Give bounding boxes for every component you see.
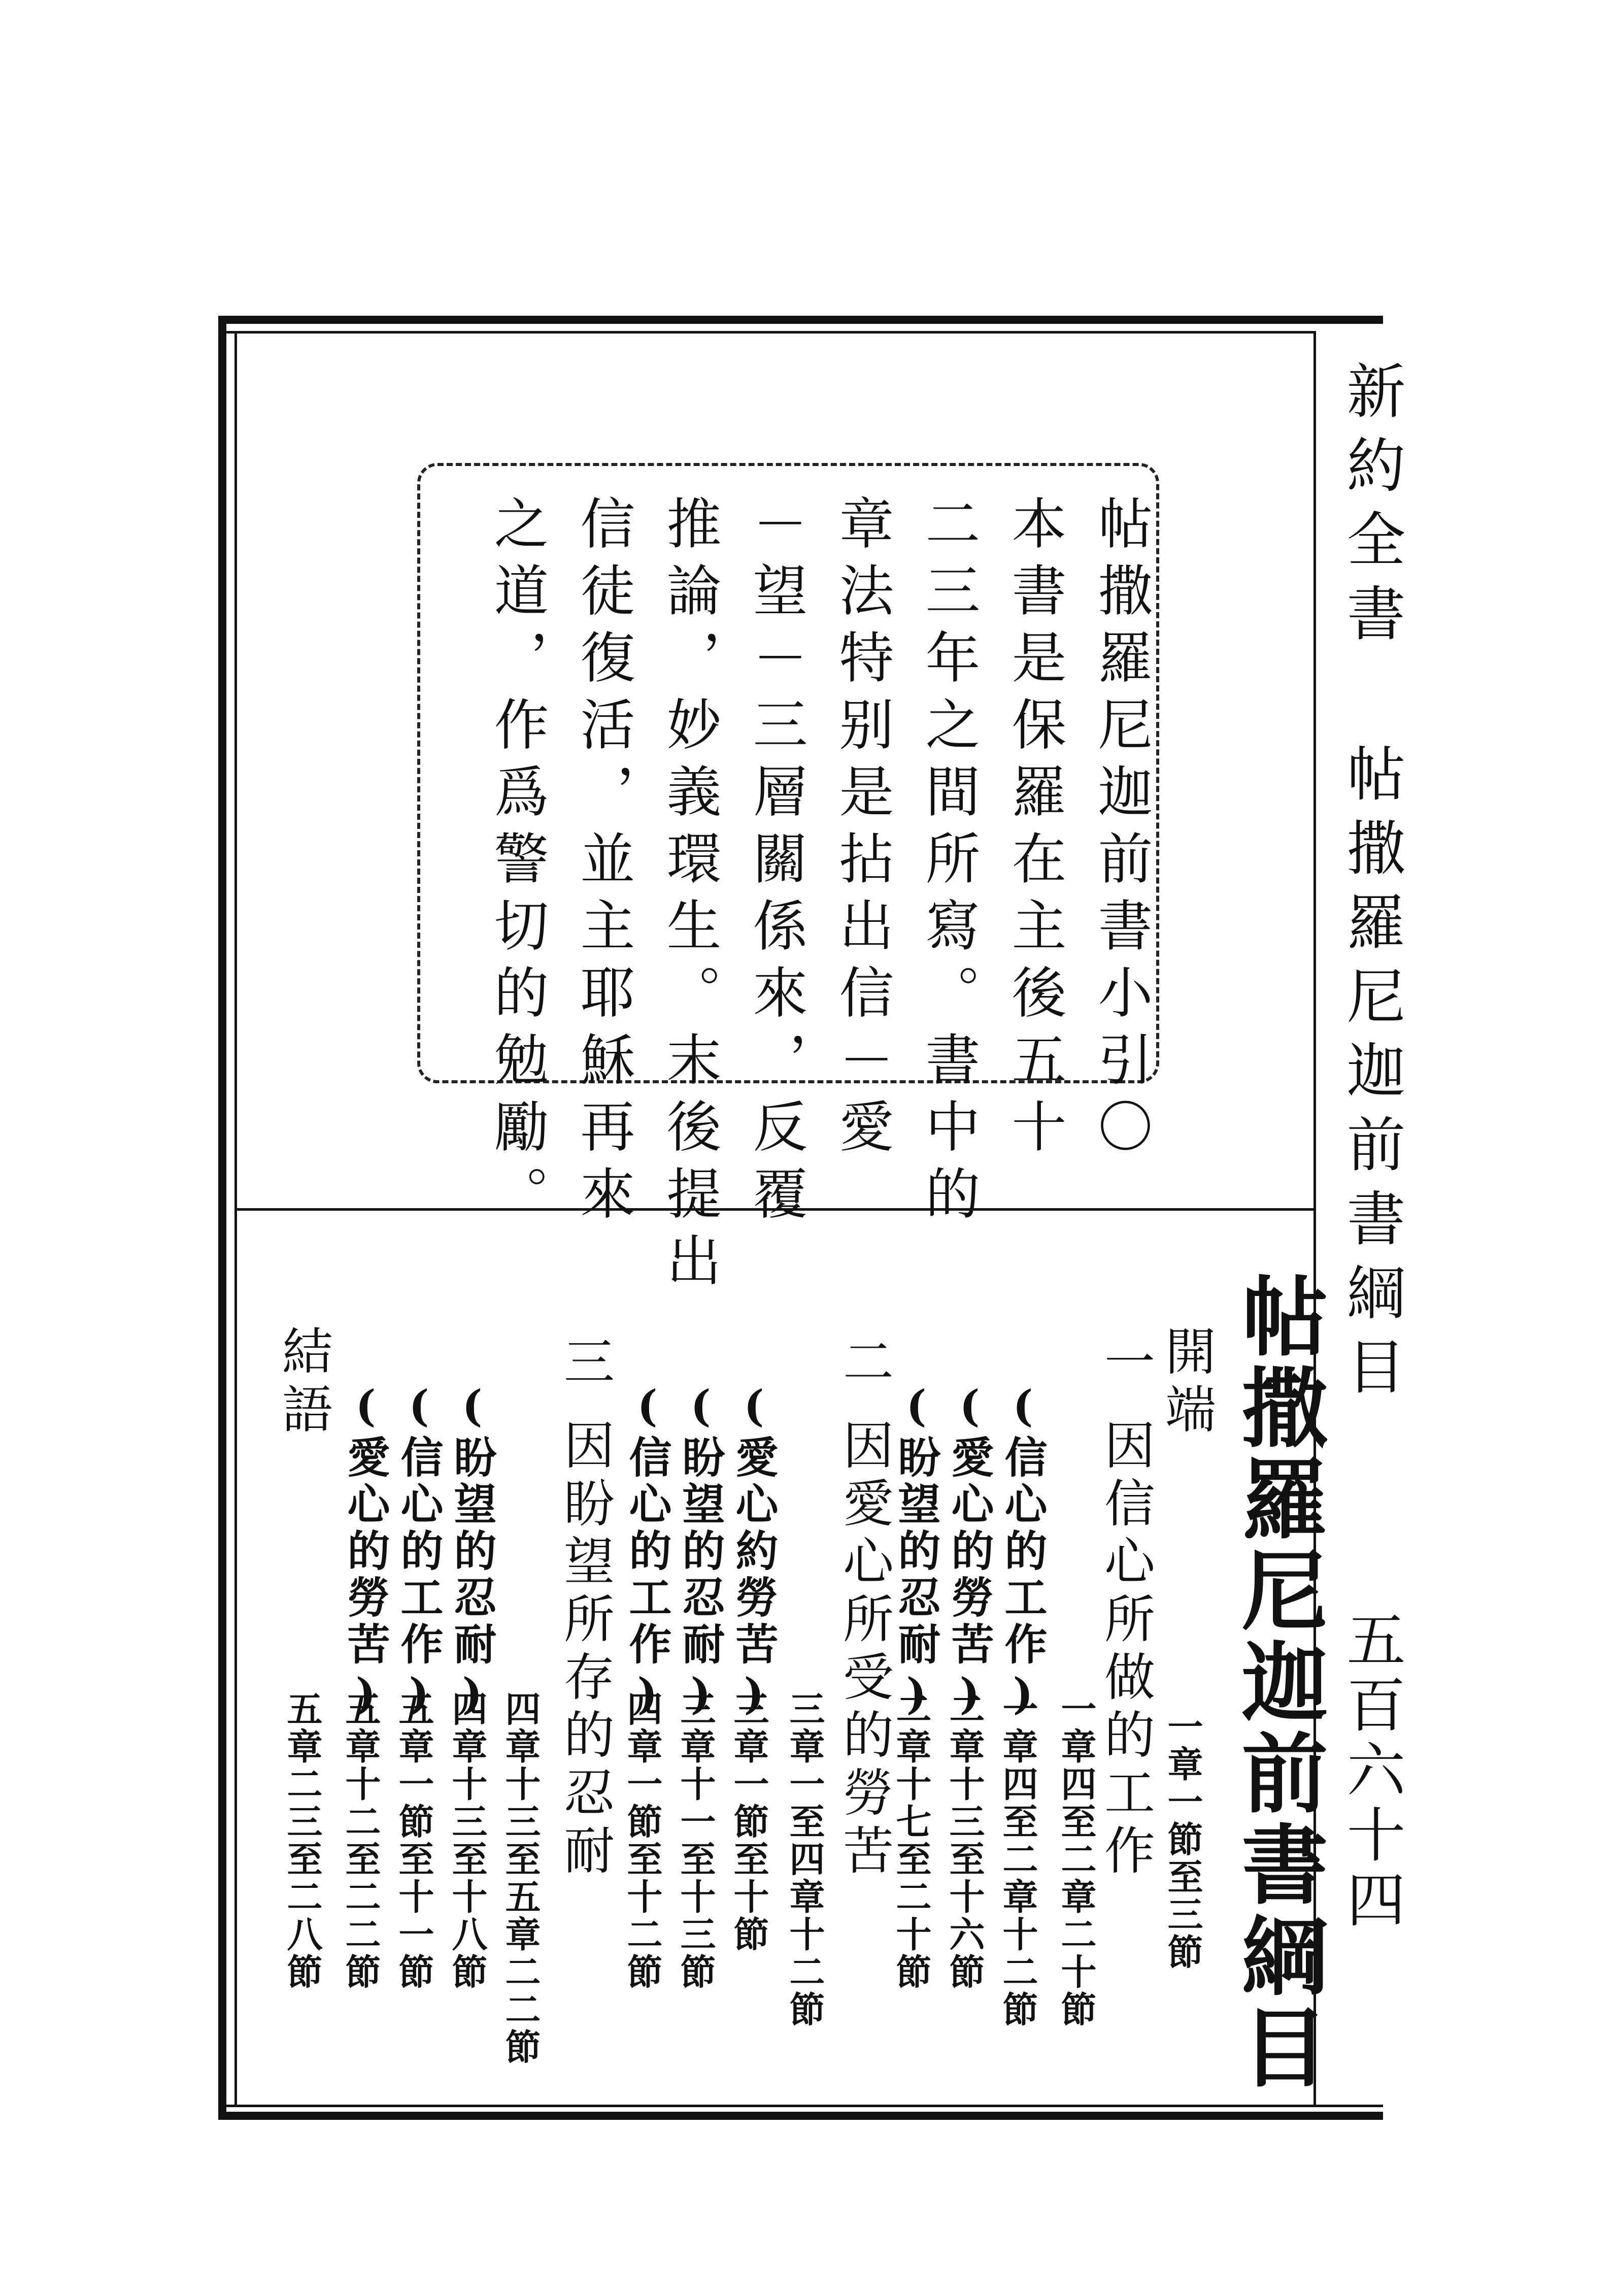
outline-part-number: 二: [834, 1335, 894, 1393]
outline-sub-label: (盼望的忍耐): [676, 1381, 726, 1723]
introduction-line: 推論，妙義環生。末後提出: [657, 495, 721, 1299]
outline-part-ref: 三章一至四章十二節: [784, 1690, 826, 2028]
outline-part-ref: 四章十三至五章二二節: [499, 1690, 542, 2066]
outline-sub-ref: 三章十一至十三節: [675, 1690, 717, 1991]
outline-opening-ref: 一章一節至三節: [1162, 1708, 1204, 1971]
introduction-line: 信徒復活，並主耶穌再來: [571, 495, 634, 1232]
frame-border-bottom-inner: [218, 2105, 1383, 2107]
running-header: [1329, 360, 1413, 1410]
outline-part-heading: 因盼望所存的忍耐: [555, 1419, 615, 1882]
outline-sub-label: (信心的工作): [622, 1381, 672, 1723]
running-header-section: 帖撒羅尼迦前書綱目: [1337, 743, 1405, 1410]
outline-sub-label: (信心的工作): [998, 1381, 1048, 1723]
outline-sub-ref: 四章十三至十八節: [446, 1690, 488, 1991]
outline-sub-label: (愛心的勞苦): [945, 1381, 995, 1723]
outline-sub-ref: 五章十二至二二節: [340, 1690, 382, 1991]
outline-sub-ref: 二章十七至二十節: [890, 1690, 932, 1991]
outline-sub-label: (愛心的勞苦): [341, 1381, 391, 1723]
outline-part-number: 三: [555, 1335, 615, 1393]
outline-part-heading: 因愛心所受的勞苦: [834, 1419, 894, 1882]
introduction-line: 二三年之間所寫。書中的: [916, 495, 980, 1232]
outline-title: 帖撒羅尼迦前書綱目: [1227, 1272, 1328, 2094]
introduction-line: －望－三層關係來，反覆: [744, 495, 807, 1232]
page-number: 五百六十四: [1337, 1609, 1405, 1934]
running-header-book: 新約全書: [1337, 360, 1405, 657]
outline-sub-ref: 五章一節至十一節: [393, 1690, 435, 1991]
outline-sub-ref: 四章一節至十二節: [621, 1690, 663, 1991]
frame-border-left-inner: [234, 331, 237, 2107]
outline-sub-ref: 二章十三至十六節: [944, 1690, 986, 1991]
outline-sub-label: (愛心約勞苦): [729, 1381, 779, 1723]
outline-sub-label: (盼望的忍耐): [447, 1381, 497, 1723]
frame-border-bottom: [218, 2112, 1383, 2120]
introduction-line: 章法特别是拈出信－愛: [830, 495, 893, 1165]
outline-closing-ref: 五章二三至二八節: [281, 1690, 323, 1991]
outline-part-heading: 因信心所做的工作: [1096, 1419, 1155, 1882]
introduction-line: 之道，作爲警切的勉勵。: [485, 495, 548, 1232]
outline-opening-label: 開端: [1157, 1325, 1216, 1441]
frame-border-top-inner: [218, 331, 1315, 334]
frame-border-left: [218, 316, 226, 2120]
outline-part-ref: 一章四至二章二十節: [1055, 1690, 1097, 2028]
outline-sub-label: (盼望的忍耐): [891, 1381, 941, 1723]
introduction-line: 帖撒羅尼迦前書小引〇: [1089, 495, 1152, 1165]
introduction-line: 本書是保羅在主後五十: [1002, 495, 1066, 1165]
outline-closing-label: 結語: [274, 1325, 333, 1441]
outline-part-number: 一: [1096, 1335, 1155, 1393]
outline-sub-ref: 三章一節至十節: [728, 1690, 770, 1953]
outline-sub-label: (信心的工作): [394, 1381, 444, 1723]
frame-border-top: [218, 316, 1383, 324]
outline-sub-ref: 一章四至二章十二節: [997, 1690, 1039, 2028]
